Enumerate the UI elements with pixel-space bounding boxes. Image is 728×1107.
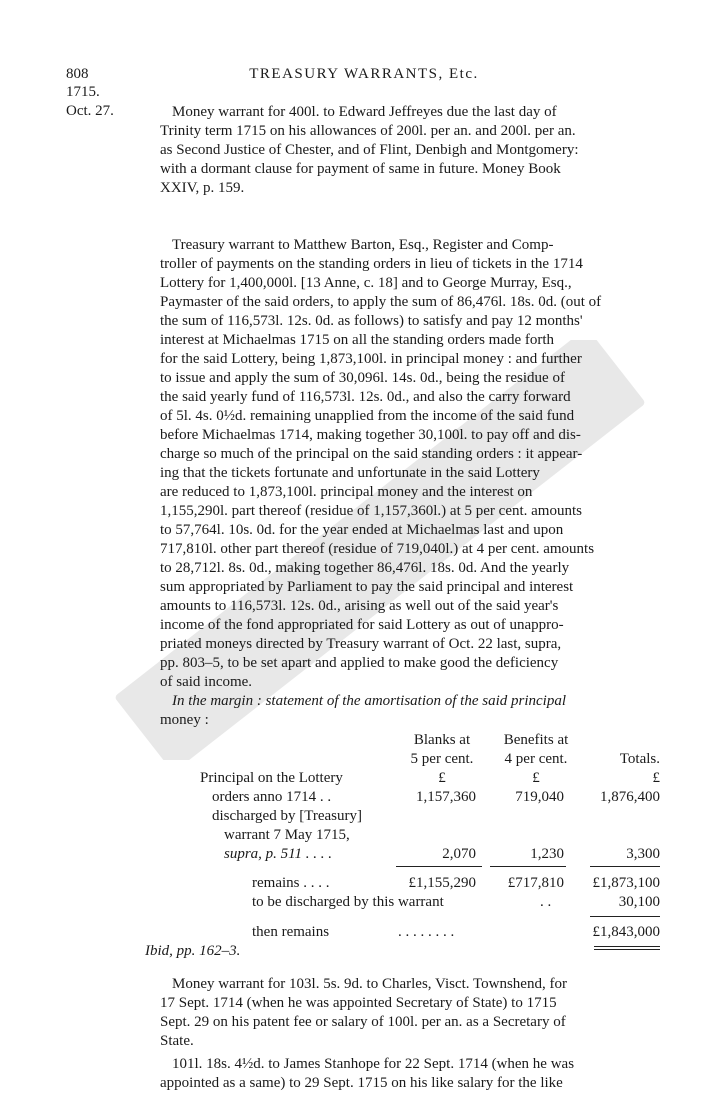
cell-row2-totals: 3,300: [626, 846, 660, 862]
year-marginal: 1715.: [66, 84, 100, 100]
text-line: Lottery for 1,400,000l. [13 Anne, c. 18] and to George Murray, Esq.,: [160, 275, 572, 291]
text-line: to 57,764l. 10s. 0d. for the year ended at Michaelmas last and upon: [160, 522, 564, 538]
row-label-line: supra, p. 511 . . . .: [224, 846, 333, 862]
text-line: are reduced to 1,873,100l. principal money and the interest on: [160, 484, 533, 500]
text-line: as Second Justice of Chester, and of Flint, Denbigh and Montgomery:: [160, 142, 579, 158]
cell-row1-benefits: 719,040: [515, 789, 564, 805]
text-line: for the said Lottery, being 1,873,100l. in principal money : and further: [160, 351, 582, 367]
text-line: pp. 803–5, to be set apart and applied to make good the deficiency: [160, 655, 559, 671]
text-line: priated moneys directed by Treasury warrant of Oct. 22 last, supra,: [160, 636, 562, 652]
row-label-line: warrant 7 May 1715,: [224, 827, 350, 843]
text-line: to 28,712l. 8s. 0d., making together 86,476l. 18s. 0d. And the yearly: [160, 560, 570, 576]
text-line: to issue and apply the sum of 30,096l. 14s. 0d., being the residue of: [160, 370, 565, 386]
text-line: Trinity term 1715 on his allowances of 200l. per an. and 200l. per an.: [160, 123, 576, 139]
discharged-dots: . .: [540, 894, 552, 910]
date-marginal: Oct. 27.: [66, 103, 114, 119]
cell-row2-benefits: 1,230: [530, 846, 564, 862]
double-rule: [594, 946, 660, 947]
ibid-reference: Ibid, pp. 162–3.: [145, 943, 241, 959]
entry-money-warrant-townshend: [160, 975, 680, 1051]
text-line: money :: [160, 712, 209, 728]
sum-rule: [396, 866, 482, 867]
remains-label: remains . . . .: [252, 875, 330, 891]
row-label-line: orders anno 1714 . .: [212, 789, 332, 805]
cell-remains-totals: £1,873,100: [592, 875, 660, 891]
margin-intro: [160, 692, 680, 730]
sum-rule: [490, 866, 566, 867]
entry-treasury-warrant-lottery: [160, 236, 680, 692]
cell-remains-benefits: £717,810: [507, 875, 564, 891]
text-line: Money warrant for 400l. to Edward Jeffreyes due the last day of: [172, 104, 557, 120]
cell-row2-blanks: 2,070: [442, 846, 476, 862]
text-line: State.: [160, 1033, 194, 1049]
text-line: Treasury warrant to Matthew Barton, Esq., Register and Comp-: [172, 237, 554, 253]
col-head-line: Blanks at: [413, 732, 471, 748]
then-remains-label: then remains: [252, 924, 330, 940]
text-line: of 5l. 4s. 0½d. remaining unapplied from the income of the said fund: [160, 408, 575, 424]
text-line: 17 Sept. 1714 (when he was appointed Secretary of State) to 1715: [160, 995, 557, 1011]
text-line: the said yearly fund of 116,573l. 12s. 0d., and also the carry forward: [160, 389, 571, 405]
then-remains-dots: . . . . . . . .: [398, 924, 455, 940]
col-head-line: 4 per cent.: [504, 751, 568, 767]
text-line: sum appropriated by Parliament to pay the said principal and interest: [160, 579, 574, 595]
sum-rule: [590, 866, 660, 867]
text-line: the sum of 116,573l. 12s. 0d. as follows) to satisfy and pay 12 months': [160, 313, 583, 329]
col-head-line: Benefits at: [503, 732, 569, 748]
text-line: 101l. 18s. 4½d. to James Stanhope for 22 Sept. 1714 (when he was: [172, 1056, 575, 1072]
text-line: amounts to 116,573l. 12s. 0d., arising as well out of the said year's: [160, 598, 559, 614]
running-title: TREASURY WARRANTS, Etc.: [249, 66, 479, 82]
col-head-totals: [590, 750, 660, 788]
page-number: 808: [66, 66, 89, 82]
text-line: Money warrant for 103l. 5s. 9d. to Charles, Visct. Townshend, for: [172, 976, 567, 992]
col-head-line: £: [532, 770, 540, 786]
text-line: with a dormant clause for payment of same in future. Money Book: [160, 161, 561, 177]
text-line: XXIV, p. 159.: [160, 180, 245, 196]
cell-row1-blanks: 1,157,360: [416, 789, 476, 805]
text-line: Paymaster of the said orders, to apply the sum of 86,476l. 18s. 0d. (out of: [160, 294, 602, 310]
row-label-line: Principal on the Lottery: [200, 770, 343, 786]
row-label-discharged: [212, 807, 362, 864]
cell-then-remains-totals: £1,843,000: [592, 924, 660, 940]
cell-row1-totals: 1,876,400: [600, 789, 660, 805]
col-head-benefits: [490, 731, 582, 788]
sum-rule: [590, 916, 660, 917]
col-head-line: 5 per cent.: [410, 751, 474, 767]
cell-discharged-totals: 30,100: [618, 894, 660, 910]
col-head-line: £: [652, 770, 660, 786]
col-head-line: Totals.: [619, 751, 660, 767]
text-line: In the margin : statement of the amortisation of the said principal: [172, 693, 566, 709]
text-line: troller of payments on the standing orders in lieu of tickets in the 1714: [160, 256, 583, 272]
text-line: before Michaelmas 1714, making together 30,100l. to pay off and dis-: [160, 427, 581, 443]
cell-remains-blanks: £1,155,290: [408, 875, 476, 891]
discharged-label: to be discharged by this warrant: [252, 894, 444, 910]
entry-money-warrant-jeffreyes: [160, 103, 680, 198]
text-line: 717,810l. other part thereof (residue of 719,040l.) at 4 per cent. amounts: [160, 541, 595, 557]
text-line: income of the fond appropriated for said Lottery as out of unappro-: [160, 617, 564, 633]
text-line: charge so much of the principal on the said standing orders : it appear-: [160, 446, 583, 462]
text-line: interest at Michaelmas 1715 on all the standing orders made forth: [160, 332, 555, 348]
col-head-line: £: [438, 770, 446, 786]
text-line: appointed as a same) to 29 Sept. 1715 on his like salary for the like: [160, 1075, 563, 1091]
text-line: 1,155,290l. part thereof (residue of 1,157,360l.) at 5 per cent. amounts: [160, 503, 582, 519]
double-rule: [594, 949, 660, 950]
row-label-principal: [200, 769, 343, 807]
text-line: Sept. 29 on his patent fee or salary of 100l. per an. as a Secretary of: [160, 1014, 566, 1030]
col-head-blanks: [396, 731, 488, 788]
text-line: ing that the tickets fortunate and unfortunate in the said Lottery: [160, 465, 540, 481]
row-label-line: discharged by [Treasury]: [212, 808, 362, 824]
text-line: of said income.: [160, 674, 253, 690]
entry-stanhope: [160, 1055, 680, 1093]
